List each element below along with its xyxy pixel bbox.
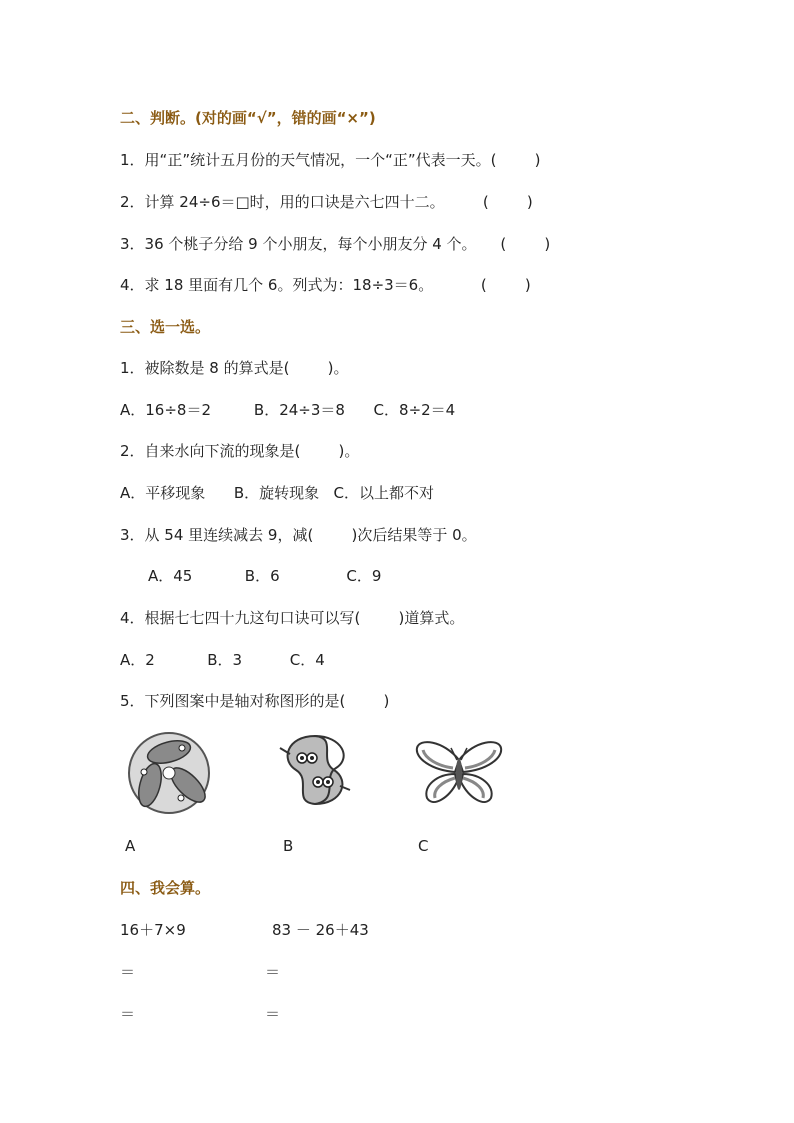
choice-q1-options: A．16÷8＝2 B．24÷3＝8 C．8÷2＝4 [120, 401, 456, 419]
judge-item-1: 1．用“正”统计五月份的天气情况，一个“正”代表一天。( ) [120, 151, 541, 169]
figure-label-b: B [283, 837, 294, 855]
butterfly-figure [413, 736, 505, 808]
fish-circle-figure [124, 730, 214, 816]
choice-q2: 2．自来水向下流的现象是( )。 [120, 442, 360, 460]
calc-expression-1: 16＋7×9 [120, 921, 186, 939]
section3-title: 三、选一选。 [120, 318, 211, 336]
calc-eq-1b: ＝ [120, 1005, 136, 1023]
calc-expression-2: 83 － 26＋43 [272, 921, 369, 939]
calc-eq-1a: ＝ [120, 963, 136, 981]
judge-item-3: 3．36 个桃子分给 9 个小朋友，每个小朋友分 4 个。 ( ) [120, 235, 551, 253]
judge-item-4: 4．求 18 里面有几个 6。列式为：18÷3＝6。 ( ) [120, 276, 531, 294]
choice-q3-options: A．45 B．6 C．9 [148, 567, 382, 585]
choice-q1: 1．被除数是 8 的算式是( )。 [120, 359, 349, 377]
section4-title: 四、我会算。 [120, 879, 211, 897]
judge-item-2: 2．计算 24÷6＝□时，用的口诀是六七四十二。 ( ) [120, 193, 533, 211]
figure-label-a: A [125, 837, 136, 855]
choice-q4-options: A．2 B．3 C．4 [120, 651, 325, 669]
choice-q2-options: A．平移现象 B．旋转现象 C．以上都不对 [120, 484, 434, 502]
choice-q5: 5．下列图案中是轴对称图形的是( ) [120, 692, 390, 710]
choice-q4: 4．根据七七四十九这句口诀可以写( )道算式。 [120, 609, 465, 627]
two-fish-figure [272, 730, 358, 810]
section2-title: 二、判断。(对的画“√”，错的画“×”) [120, 109, 376, 127]
choice-q3: 3．从 54 里连续减去 9，减( )次后结果等于 0。 [120, 526, 477, 544]
calc-eq-2b: ＝ [265, 1005, 281, 1023]
calc-eq-2a: ＝ [265, 963, 281, 981]
figure-label-c: C [418, 837, 429, 855]
